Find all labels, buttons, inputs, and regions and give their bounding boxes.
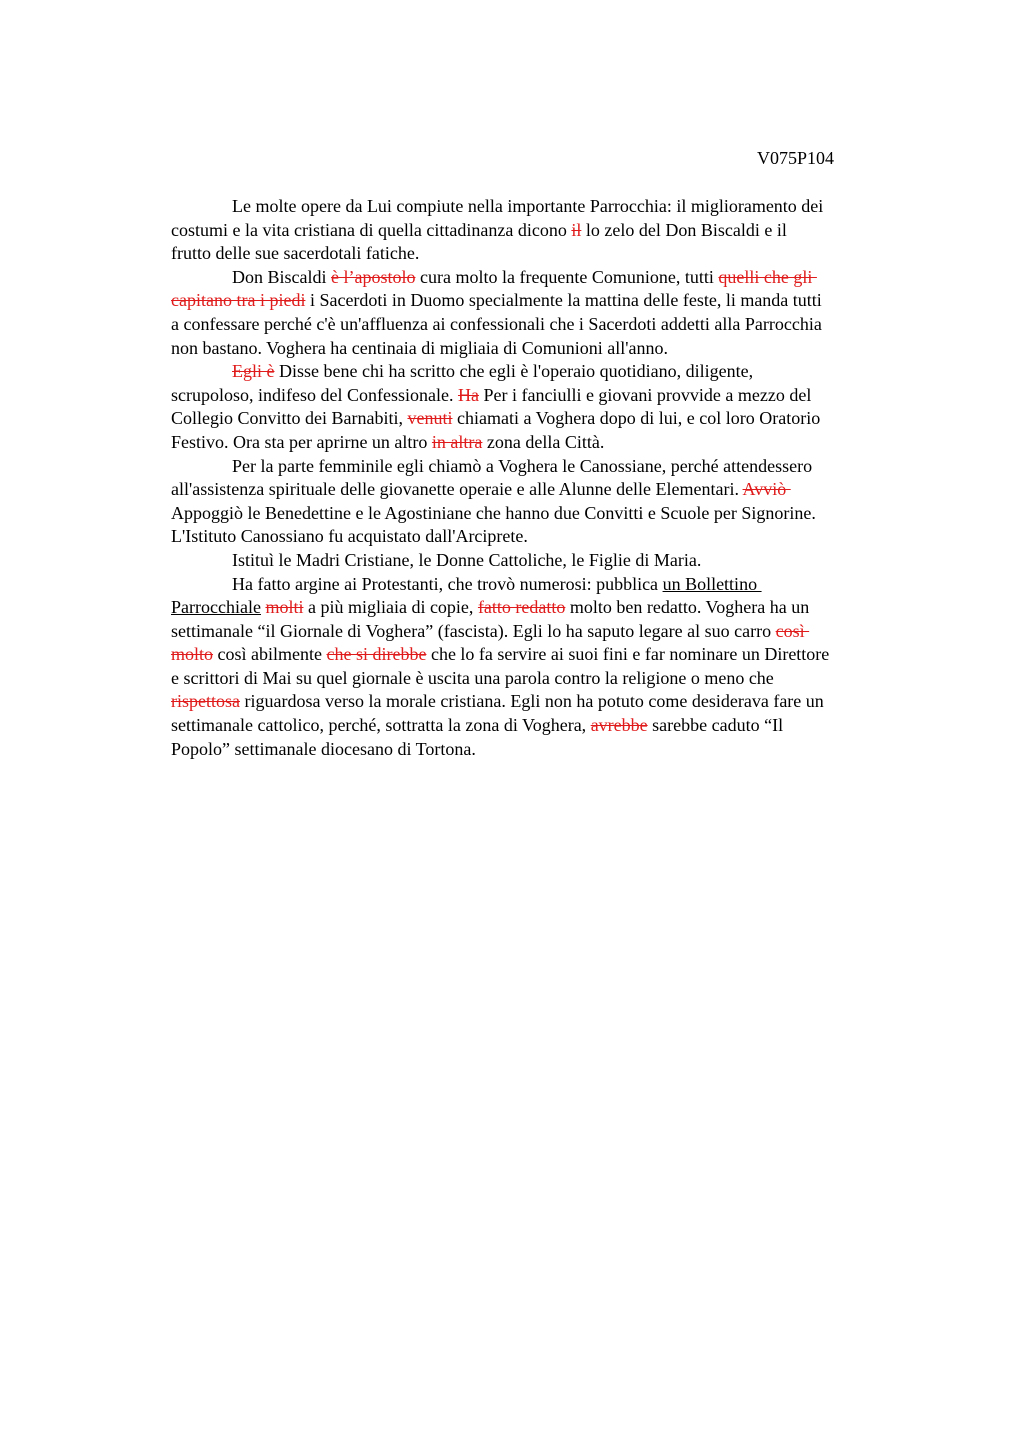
text-line: [171, 455, 931, 479]
text-line: [171, 573, 931, 597]
deleted-text: in altra: [431, 431, 483, 452]
text-line: [171, 690, 931, 714]
text-run: L'Istituto Canossiano fu acquistato dall'Arciprete.: [171, 526, 528, 547]
text-run: cura molto la frequente Comunione, tutti: [415, 266, 719, 287]
deleted-text: molto: [171, 644, 214, 665]
deleted-text: il: [571, 219, 582, 240]
deleted-text: quelli che gli: [718, 266, 817, 287]
text-run: riguardosa verso la morale cristiana. Egli non ha potuto come desiderava fare un: [240, 691, 824, 712]
text-run: Per i fanciulli e giovani provvide a mezzo del: [478, 384, 812, 405]
text-run: settimanale cattolico, perché, sottratta la zona di Voghera,: [171, 715, 591, 736]
text-line: [171, 289, 931, 313]
text-line: [171, 714, 931, 738]
text-run: costumi e la vita cristiana di quella cittadinanza dicono: [171, 219, 572, 240]
text-line: [171, 219, 931, 243]
text-line: [171, 360, 931, 384]
text-run: Appoggiò le Benedettine e le Agostiniane che hanno due Convitti e Scuole per Signorine.: [171, 502, 816, 523]
text-run: i Sacerdoti in Duomo specialmente la mattina delle feste, li manda tutti: [305, 290, 822, 311]
text-line: [171, 667, 931, 691]
deleted-text: rispettosa: [171, 691, 240, 712]
text-line: [171, 313, 931, 337]
underlined-text: Parrocchiale: [171, 597, 261, 618]
text-run: settimanale “il Giornale di Voghera” (fascista). Egli lo ha saputo legare al suo carro: [171, 620, 776, 641]
text-run: scrupoloso, indifeso del Confessionale.: [171, 384, 458, 405]
text-line: [171, 525, 931, 549]
text-line: [171, 337, 931, 361]
text-line: [171, 431, 931, 455]
text-run: molto ben redatto. Voghera ha un: [565, 597, 810, 618]
text-line: [171, 384, 931, 408]
text-run: non bastano. Voghera ha centinaia di migliaia di Comunioni all'anno.: [171, 337, 668, 358]
text-line: [171, 643, 931, 667]
deleted-text: fatto redatto: [477, 597, 566, 618]
deleted-text: venuti: [407, 408, 453, 429]
text-line: [171, 266, 931, 290]
text-run: Istituì le Madri Cristiane, le Donne Cattoliche, le Figlie di Maria.: [232, 549, 702, 570]
text-run: zona della Città.: [482, 431, 605, 452]
text-line: [171, 620, 931, 644]
text-run: sarebbe caduto “Il: [647, 715, 784, 736]
text-run: e scrittori di Mai su quel giornale è uscita una parola contro la religione o meno che: [171, 667, 774, 688]
deleted-text: Egli è: [232, 361, 275, 382]
deleted-text: che si direbbe: [326, 644, 427, 665]
text-line: [171, 478, 931, 502]
text-line: [171, 549, 931, 573]
deleted-text: capitano tra i piedi: [171, 290, 306, 311]
deleted-text: molti: [265, 597, 304, 618]
text-run: chiamati a Voghera dopo di lui, e col loro Oratorio: [452, 408, 821, 429]
text-run: Le molte opere da Lui compiute nella importante Parrocchia: il miglioramento dei: [232, 196, 824, 216]
text-line: [171, 502, 931, 526]
page-identifier: V075P104: [757, 148, 835, 168]
document-body: [171, 195, 931, 761]
deleted-text: Avviò: [742, 479, 791, 500]
text-run: lo zelo del Don Biscaldi e il: [581, 219, 787, 240]
text-run: Disse bene chi ha scritto che egli è l'operaio quotidiano, diligente,: [274, 361, 754, 382]
deleted-text: avrebbe: [590, 715, 648, 736]
text-run: a confessare perché c'è un'affluenza ai confessionali che i Sacerdoti addetti alla Parrocchia: [171, 313, 822, 334]
text-line: [171, 407, 931, 431]
text-run: Don Biscaldi: [232, 266, 331, 287]
text-line: [171, 195, 931, 219]
text-run: Popolo” settimanale diocesano di Tortona.: [171, 738, 476, 759]
deleted-text: Ha: [457, 384, 479, 405]
text-run: all'assistenza spirituale delle giovanette operaie e alle Alunne delle Elementari.: [171, 479, 743, 500]
deleted-text: è l’apostolo: [331, 266, 416, 287]
text-run: che lo fa servire ai suoi fini e far nominare un Direttore: [426, 644, 830, 665]
underlined-text: un Bollettino: [662, 573, 762, 594]
text-line: [171, 596, 931, 620]
text-run: Ha fatto argine ai Protestanti, che trovò numerosi: pubblica: [232, 573, 663, 594]
text-run: Per la parte femminile egli chiamò a Voghera le Canossiane, perché attendessero: [232, 455, 813, 476]
text-run: a più migliaia di copie,: [303, 597, 478, 618]
text-run: Festivo. Ora sta per aprirne un altro: [171, 431, 432, 452]
text-line: [171, 738, 931, 762]
text-run: frutto delle sue sacerdotali fatiche.: [171, 243, 420, 264]
text-line: [171, 242, 931, 266]
text-run: così abilmente: [213, 644, 327, 665]
deleted-text: così: [775, 620, 810, 641]
text-run: Collegio Convitto dei Barnabiti,: [171, 408, 408, 429]
